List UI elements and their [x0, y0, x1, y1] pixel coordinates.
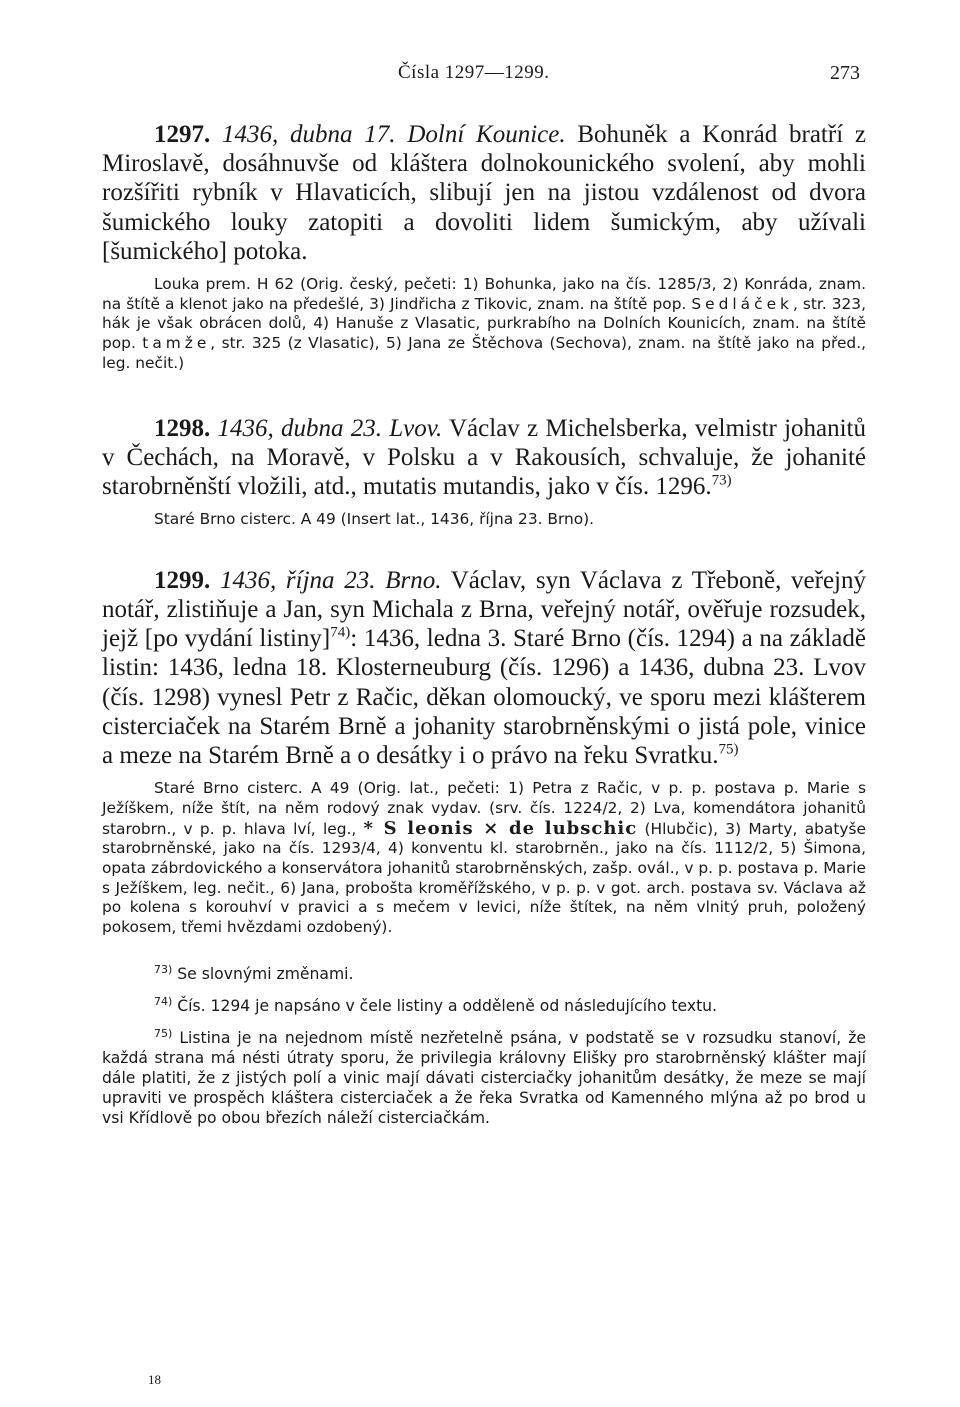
entry-1299-text: [102, 566, 866, 770]
footnote-text: Listina je na nejednom místě nezřetelně psána, v podstatě se v rozsudku stanoví, že každá strana má nésti útraty sporu, že privilegia královny Elišky pro starobrněnský klášter mají dále platiti, že z jistých polí a vinic mají dávati cisterciačky johanitům desátky, že meze se mají upraviti ve prospěch kláštera cisterciaček a že řeka Svratka od Kamenného mlýna až po brod u vsi Křídlově po obou březích náleží cisterciačkám.: [102, 1029, 866, 1128]
footnote-mark: 75): [154, 1027, 173, 1041]
main-content: [102, 120, 866, 1128]
entry-1298-note: Staré Brno cisterc. A 49 (Insert lat., 1436, října 23. Brno).: [154, 510, 595, 529]
footnote-73: [102, 960, 866, 984]
entry-1297-note: [102, 275, 866, 374]
footnote-74: [102, 992, 866, 1016]
footnote-ref: 75): [718, 741, 739, 758]
running-title: Čísla 1297—1299.: [398, 62, 550, 83]
note-text: Staré Brno cisterc. A 49 (Orig. lat., pečeti: 1) Petra z Račic, v p. p. postava p. Marie s Ježíškem, níže štít, na něm rodový znak vydav. (srv. čís. 1224/2, 2) Lva, komendátora johanitů starobrn., v p. p. hlava lví, leg.,: [102, 779, 866, 838]
footnote-text: Se slovnými změnami.: [177, 965, 354, 984]
footnote-mark: 73): [154, 962, 173, 976]
footnote-text: Čís. 1294 je napsáno v čele listiny a odděleně od následujícího textu.: [177, 997, 718, 1016]
footnote-75: [102, 1024, 866, 1128]
entry-1297-text: [102, 120, 866, 266]
page-number: 273: [830, 62, 860, 84]
footnote-ref: 73): [711, 472, 732, 489]
entry-number: 1299.: [154, 566, 211, 594]
note-text: Louka prem. H 62 (Orig. český, pečeti: 1) Bohunka, jako na čís. 1285/3, 2) Konráda, znam. na štítě a klenot jako na předešlé, 3) Jindřicha z Tikovic, znam. na štítě pop.: [102, 275, 866, 313]
entry-1298-text: [102, 414, 866, 502]
entry-number: 1297.: [154, 121, 211, 148]
footnote-mark: 74): [154, 995, 173, 1009]
entry-date-place: 1436, října 23. Brno.: [219, 566, 442, 594]
entry-number: 1298.: [154, 414, 211, 442]
seal-legend: * S leonis × de lubschic: [363, 817, 638, 839]
entry-summary: Bohuněk a Konrád bratří z Miroslavě, dosáhnuvše od kláštera dolnokounického svolení, aby mohli rozšířiti rybník v Hlavaticích, slibují jen na jistou vzdálenost od dvora šumického louky zatopiti a dovoliti lidem šumickým, aby užívali [šumického] potoka.: [102, 121, 866, 265]
note-spaced-name: Sedláček: [691, 294, 793, 313]
entry-summary: Václav, syn Václava z Třeboně, veřejný notář, zlistiňuje a Jan, syn Michala z Brna, veřejný notář, ověřuje rozsudek, jejž [po vydání listiny]: [102, 566, 866, 653]
signature-mark: 18: [148, 1372, 161, 1387]
note-text: , str. 323, hák je však obrácen dolů, 4) Hanuše z Vlasatic, purkrabího na Dolních Kounicích, znam. na štítě pop.: [102, 294, 866, 353]
note-spaced-ref: tamže: [142, 334, 211, 353]
page-header: [0, 62, 960, 92]
entry-date-place: 1436, dubna 23. Lvov.: [217, 414, 443, 442]
note-text: (Hlubčic), 3) Marty, abatyše starobrněnské, jako na čís. 1293/4, 4) konventu kl. starobrněn., jako na čís. 1112/2, 5) Šimona, opata zábrdovického a konservátora johanitů starobrněnských, zašp. ovál., v p. p. postava p. Marie s Ježíškem, leg. nečit., 6) Jana, probošta kroměřížského, v p. p. v got. arch. postava sv. Václava až po kolena s korouhví v pravici a s mečem v levici, níže štítek, na něm vlnitý pruh, položený pokosem, třemi hvězdami ozdobený).: [102, 819, 866, 937]
note-text: , str. 325 (z Vlasatic), 5) Jana ze Štěchova (Sechova), znam. na štítě jako na před., leg. nečit.): [102, 334, 866, 372]
entry-date-place: 1436, dubna 17. Dolní Kounice.: [222, 121, 566, 148]
entry-summary: Václav z Michelsberka, velmistr johanitů v Čechách, na Moravě, v Polsku a v Rakousích, schvaluje, že johanité starobrněnští vložili, atd., mutatis mutandis, jako v čís. 1296.: [102, 414, 867, 500]
entry-summary-cont: : 1436, ledna 3. Staré Brno (čís. 1294) a na základě listin: 1436, ledna 18. Klosterneuburg (čís. 1296) a 1436, dubna 23. Lvov (čís. 1298) vynesl Petr z Račic, děkan olomoucký, ve sporu mezi klášterem cisterciaček na Starém Brně a johanity starobrněnskými o jistá pole, vinice a meze na Starém Brně a o desátky i o právo na řeku Svratku.: [102, 625, 866, 770]
footnote-ref: 74): [330, 624, 351, 641]
entry-1299-note: [102, 779, 866, 938]
